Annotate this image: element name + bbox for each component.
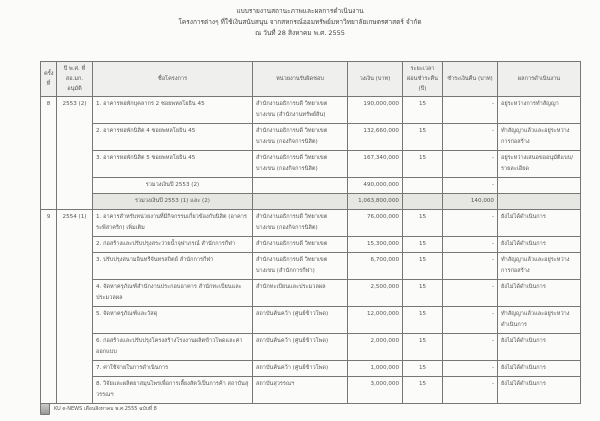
unit-cell: สถาบันค้นคว้า (ศูนย์ข้าวโพด) [253,307,348,334]
amount-cell: 132,660,000 [348,124,403,151]
subtotal-term-empty [403,178,443,194]
term-cell: 15 [403,237,443,253]
subtotal-repaid: - [443,178,498,194]
col-round: ครั้งที่ [41,62,57,97]
col-term: ระยะเวลาผ่อนชำระคืน (ปี) [403,62,443,97]
result-cell: ยังไม่ได้ดำเนินการ [498,377,581,404]
year-cell: 2554 (1) [57,210,93,404]
result-cell: ทำสัญญาแล้วและอยู่ระหว่างดำเนินการ [498,307,581,334]
project-cell: 7. ค่าใช้จ่ายในการดำเนินการ [93,361,253,377]
term-cell: 15 [403,253,443,280]
term-cell: 15 [403,151,443,178]
report-subtitle: โครงการต่างๆ ที่ใช้เงินสนับสนุน จากสหกรณ์ออมทรัพย์มหาวิทยาลัยเกษตรศาสตร์ จำกัด [178,18,422,26]
col-result: ผลการดำเนินงาน [498,62,581,97]
unit-cell: สถาบันค้นคว้า (ศูนย์ข้าวโพด) [253,361,348,377]
amount-cell: 190,000,000 [348,97,403,124]
grand-term-empty [403,194,443,210]
year-cell: 2553 (2) [57,97,93,210]
project-cell: 3. ปรับปรุงสนามอินทรีจันทรสถิตย์ สำนักการกีฬา [93,253,253,280]
col-unit: หน่วยงานรับผิดชอบ [253,62,348,97]
footer [40,403,157,415]
unit-cell: สถาบันสุวรรณฯ [253,377,348,404]
repaid-cell: - [443,361,498,377]
table-row [41,280,581,307]
table-row [41,334,581,361]
footer-text: KU e-NEWS เดือนสิงหาคม พ.ศ.2555 ฉบับที่ 8 [54,406,157,412]
table-row [41,97,581,124]
project-cell: 1. อาคารหอพักบุคลากร 2 ซอยพหลโยธิน 45 [93,97,253,124]
amount-cell: 1,000,000 [348,361,403,377]
term-cell: 15 [403,124,443,151]
project-cell: 2. ก่อสร้างและปรับปรุงสระว่ายน้ำจุฬาภรณ์ สำนักการกีฬา [93,237,253,253]
amount-cell: 2,500,000 [348,280,403,307]
amount-cell: 15,300,000 [348,237,403,253]
table-row [41,377,581,404]
project-cell: 4. จัดหาครุภัณฑ์สำนักงานประกอบอาคาร สำนักทะเบียนและประมวลผล [93,280,253,307]
project-cell: 5. จัดหาครุภัณฑ์และวัสดุ [93,307,253,334]
report-date: ณ วันที่ 28 สิงหาคม พ.ศ. 2555 [255,29,345,37]
result-cell: อยู่ระหว่างเสนอขออนุมัติแบบ/รายละเอียด [498,151,581,178]
table-row [41,307,581,334]
unit-cell: สำนักงานอธิการบดี วิทยาเขตบางเขน (กองกิจการนิสิต) [253,151,348,178]
repaid-cell: - [443,377,498,404]
col-repaid: ชำระเงินคืน (บาท) [443,62,498,97]
amount-cell: 2,000,000 [348,334,403,361]
project-cell: 6. ก่อสร้างและปรับปรุงโครงสร้างโรงงานผลิตข้าวโพดและค่าออกแบบ [93,334,253,361]
result-cell: อยู่ระหว่างการทำสัญญา [498,97,581,124]
repaid-cell: - [443,124,498,151]
table-row [41,237,581,253]
repaid-cell: - [443,253,498,280]
subtotal-row [41,178,581,194]
result-cell: ยังไม่ได้ดำเนินการ [498,280,581,307]
repaid-cell: - [443,237,498,253]
repaid-cell: - [443,151,498,178]
university-logo-icon [40,403,50,415]
repaid-cell: - [443,280,498,307]
col-amount: วงเงิน (บาท) [348,62,403,97]
grand-total-label: รวมวงเงินปี 2553 (1) และ (2) [93,194,253,210]
unit-cell: สำนักงานอธิการบดี วิทยาเขตบางเขน (สำนักการกีฬา) [253,253,348,280]
unit-cell: สถาบันค้นคว้า (ศูนย์ข้าวโพด) [253,334,348,361]
unit-cell: สำนักงานอธิการบดี วิทยาเขต [253,237,348,253]
project-cell: 3. อาคารหอพักนิสิต 5 ซอยพหลโยธิน 45 [93,151,253,178]
amount-cell: 12,000,000 [348,307,403,334]
subtotal-result-empty [498,178,581,194]
result-cell: ยังไม่ได้ดำเนินการ [498,237,581,253]
term-cell: 15 [403,210,443,237]
project-status-table [40,61,581,404]
unit-cell: สำนักงานอธิการบดี วิทยาเขตบางเขน (สำนักงานทรัพย์สิน) [253,97,348,124]
result-cell: ยังไม่ได้ดำเนินการ [498,361,581,377]
col-year: ปี พ.ศ. ที่ สอ.มก. อนุมัติ [57,62,93,97]
amount-cell: 76,000,000 [348,210,403,237]
subtotal-unit-empty [253,178,348,194]
term-cell: 15 [403,97,443,124]
term-cell: 15 [403,280,443,307]
project-cell: 8. วิจัยและผลิตยาสมุนไพรเพื่อการเลี้ยงสัตว์เป็นการค้า สถาบันสุวรรณฯ [93,377,253,404]
amount-cell: 6,700,000 [348,253,403,280]
amount-cell: 3,000,000 [348,377,403,404]
unit-cell: สำนักงานอธิการบดี วิทยาเขตบางเขน (กองกิจการนิสิต) [253,124,348,151]
repaid-cell: - [443,97,498,124]
col-project: ชื่อโครงการ [93,62,253,97]
unit-cell: สำนักงานอธิการบดี วิทยาเขตบางเขน (กองกิจการนิสิต) [253,210,348,237]
report-title: แบบรายงานสถานะภาพและผลการดำเนินงาน [236,7,364,15]
result-cell: ยังไม่ได้ดำเนินการ [498,334,581,361]
term-cell: 15 [403,361,443,377]
table-row [41,361,581,377]
result-cell: ยังไม่ได้ดำเนินการ [498,210,581,237]
term-cell: 15 [403,307,443,334]
table-row [41,253,581,280]
repaid-cell: - [443,334,498,361]
subtotal-label: รวมวงเงินปี 2553 (2) [93,178,253,194]
grand-total-row [41,194,581,210]
subtotal-amount: 490,000,000 [348,178,403,194]
table-header-row [41,62,581,97]
amount-cell: 167,340,000 [348,151,403,178]
document-header [0,6,600,39]
result-cell: ทำสัญญาแล้วและอยู่ระหว่างการก่อสร้าง [498,253,581,280]
project-cell: 2. อาคารหอพักนิสิต 4 ซอยพหลโยธิน 45 [93,124,253,151]
round-cell: 9 [41,210,57,404]
repaid-cell: - [443,210,498,237]
term-cell: 15 [403,334,443,361]
round-cell: 8 [41,97,57,210]
term-cell: 15 [403,377,443,404]
table-row [41,124,581,151]
table-row [41,210,581,237]
unit-cell: สำนักทะเบียนและประมวลผล [253,280,348,307]
project-cell: 1. อาคารสำหรับหน่วยงานที่มีกิจกรรมเกี่ยวข้องกับนิสิต (อาคารระพีสาคริก) เพิ่มเติม [93,210,253,237]
repaid-cell: - [443,307,498,334]
grand-total-amount: 1,063,800,000 [348,194,403,210]
table-row [41,151,581,178]
grand-result-empty [498,194,581,210]
grand-total-repaid: 140,000 [443,194,498,210]
result-cell: ทำสัญญาแล้วและอยู่ระหว่างการก่อสร้าง [498,124,581,151]
grand-unit-empty [253,194,348,210]
